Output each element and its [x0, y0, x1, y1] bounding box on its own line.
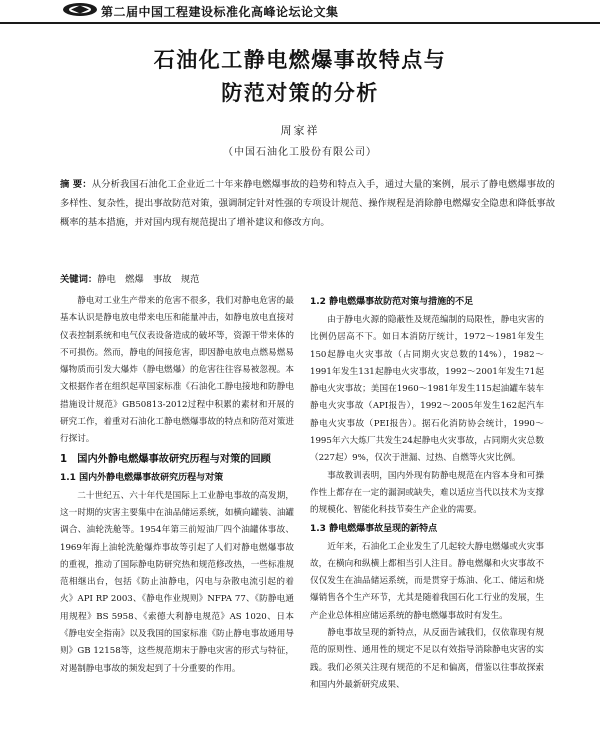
section-1-1-paragraph: 二十世纪五、六十年代是国际上工业静电事故的高发期，这一时期的灾害主要集中在油品储运系统，如横向罐装、油罐调合、油轮洗舱等。1954年第三前短油厂四个油罐体事故、1969年海上油轮洗舱爆炸事故等引起了人们对静电燃爆事故的重视，推动了国际静电防研究热和规范修改热，一些标准规范相继出台，包括《防止油静电，闪电与杂散电流引起的着火》API RP 2003、《静电作业规则》NFPA 77、《防静电通用规程》BS 5958、《索德大利静电规范》AS 1020、日本《静电安全指南》以及我国的国家标准《防止静电事故通用导则》GB 12158等，这些规范期末于静电灾害的形式与特征，对遏制静电事故的频发起到了十分重要的作用。 [60, 490, 294, 674]
section-1-heading: 1 国内外静电燃爆事故研究历程与对策的回顾 [60, 453, 271, 465]
section-1-2-paragraph-2: 事故教训表明，国内外现有防静电规范在内容本身和可操作性上都存在一定的漏洞或缺失，难以适应当代以技术为支撑的规模化、智能化科技节奏生产企业的需要。 [310, 470, 544, 516]
body-right-column [310, 293, 544, 694]
abstract-label: 摘 要： [60, 179, 92, 190]
section-1-3-paragraph-1: 近年来，石油化工企业发生了几起较大静电燃爆或火灾事故，在横向和纵横上都相当引人注目。静电燃爆和火灾事故不仅仅发生在油品储运系统，而是贯穿于炼油、化工、储运和烧爆销售各个生产环节，尤其是随着我国石化工行业的发展，生产企业总体相应储运系统的静电燃爆事故时有发生。 [310, 541, 544, 621]
abstract-text: 从分析我国石油化工企业近二十年来静电燃爆事故的趋势和特点入手，通过大量的案例，展示了静电燃爆事故的多样性、复杂性，提出事故防范对策，强调制定针对性强的专项设计规范、操作规程是消除静电燃爆安全隐患和降低事故概率的基本措施，并对国内现有规范提出了增补建议和修改方向。 [60, 179, 555, 228]
section-1-3-paragraph-2: 静电事故呈现的新特点，从反面告诫我们，仅依靠现有规范的原则性、通用性的规定不足以有效指导消除静电灾害的实践。我们必须关注现有规范的不足和偏离，借鉴以往事故探索和国内外最新研究成果、 [310, 628, 544, 690]
section-1-3-heading: 1.3 静电燃爆事故呈现的新特点 [310, 523, 438, 534]
series-title: 第二届中国工程建设标准化高峰论坛论文集 [101, 5, 339, 19]
keywords-label: 关键词： [60, 274, 98, 285]
running-header [0, 0, 600, 24]
section-1-2-heading: 1.2 静电燃爆事故防范对策与措施的不足 [310, 297, 474, 307]
keywords-text: 静电 燃爆 事故 规范 [97, 274, 200, 285]
paper-title-line2: 防范对策的分析 [221, 81, 379, 105]
abstract [60, 175, 555, 232]
author-name: 周家祥 [280, 124, 320, 137]
conference-logo-icon [62, 2, 98, 17]
body-left-column [60, 293, 294, 678]
author-affiliation: （中国石油化工股份有限公司） [223, 147, 377, 158]
section-1-2-paragraph-1: 由于静电火源的隐蔽性及规范编制的局限性，静电灾害的比例仍居高不下。如日本消防厅统计，1972～1981年发生150起静电火灾事故（占同期火灾总数的14%），1982～1991年发生131起静电火灾事故，1992～2001年发生71起静电火灾事故；美国在1960～1981年发生115起油罐车装车静电火灾事故（API报告），1992～2005年发生162起汽车静电火灾事故（PEI报告）。据石化消防协会统计，1990～1995年六大炼厂共发生24起静电火灾事故，占同期火灾总数（227起）9%，仅次于泄漏、过热、自燃等火灾比例。 [310, 315, 544, 464]
intro-paragraph: 静电对工业生产带来的危害不很多，我们对静电危害的最基本认识是静电放电带来电压和能量冲击，如静电放电直接对仪表控制系统和电气仪表设备造成的破坏等，资源干带来体的不可损伤。然而，静电的间接危害，即因静电放电点燃易燃易爆物质而引发大爆炸（静电燃爆）的危害往往容易被忽视。本文根据作者在组织起草国家标准《石油化工静电接地和防静电措施设计规范》GB50813-2012过程中积累的素材和开展的研究工作，着重对石油化工静电燃爆事故的特点和防范对策进行探讨。 [60, 296, 294, 445]
paper-title-line1: 石油化工静电燃爆事故特点与 [153, 48, 447, 72]
keywords [60, 271, 555, 285]
section-1-1-heading: 1.1 国内外静电燃爆事故研究历程与对策 [60, 472, 224, 483]
